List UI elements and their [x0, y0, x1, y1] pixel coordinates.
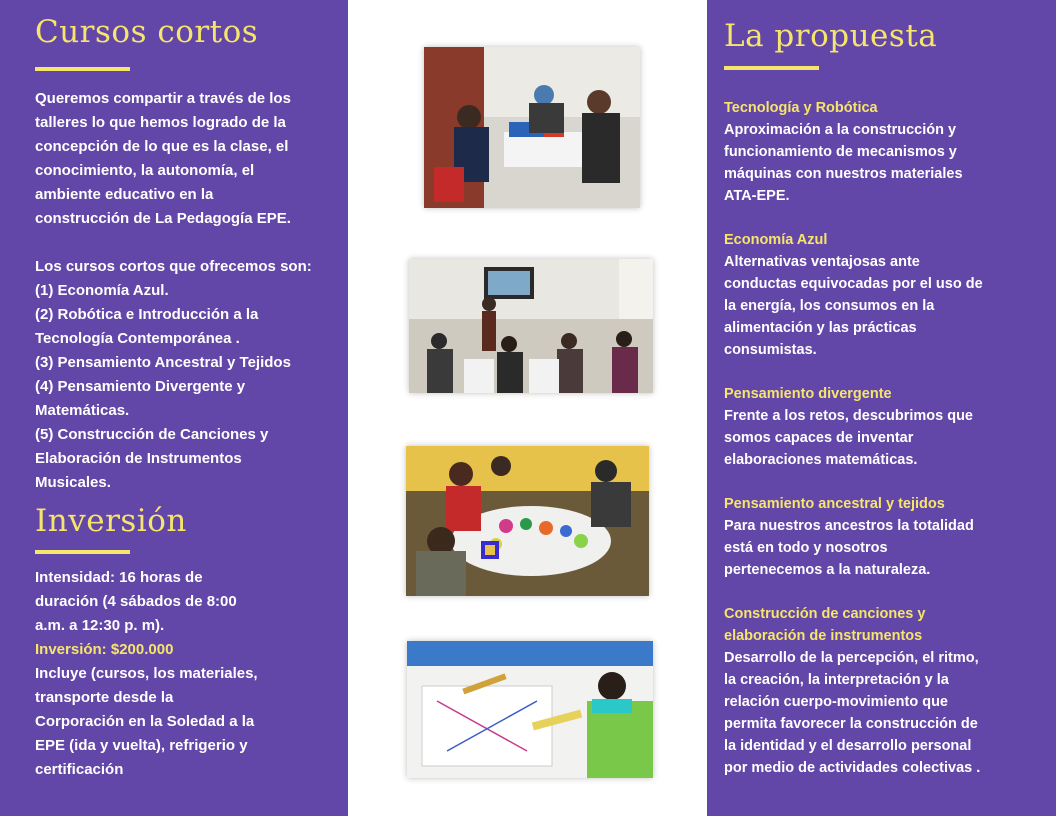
workshop-photo-weaving: [406, 446, 649, 596]
section-divergent-thinking: [724, 383, 986, 471]
section-ancestral-thinking: [724, 493, 986, 581]
section-blue-economy: [724, 229, 986, 361]
section-heading: Tecnología y Robótica: [724, 100, 878, 116]
courses-title-underline: [35, 67, 130, 71]
section-songs-instruments: [724, 603, 982, 779]
section-heading: Pensamiento ancestral y tejidos: [724, 496, 945, 512]
investment-title-underline: [35, 550, 130, 554]
proposal-title: La propuesta: [724, 18, 938, 54]
investment-title: Inversión: [35, 503, 187, 539]
price-text: Inversión: $200.000: [35, 641, 174, 658]
section-body: Frente a los retos, descubrimos que somos capaces de inventar elaboraciones matemáticas.: [724, 408, 973, 468]
section-heading: Pensamiento divergente: [724, 386, 892, 402]
courses-title: Cursos cortos: [35, 14, 259, 50]
workshop-photo-mathematics: [407, 641, 653, 778]
includes-text: Incluye (cursos, los materiales, transporte desde la Corporación en la Soledad a la EPE (ida y vuelta), refrigerio y certificación: [35, 665, 258, 778]
courses-intro: Queremos compartir a través de los talleres lo que hemos logrado de la concepción de lo que es la clase, el conocimiento, la autonomía, el ambiente educativo en la construcción de La Pedagogía EPE.: [35, 90, 291, 227]
section-robotics: [724, 97, 986, 207]
workshop-photo-presentation: [409, 259, 653, 393]
section-heading: Construcción de canciones y elaboración de instrumentos: [724, 606, 926, 644]
section-body: Desarrollo de la percepción, el ritmo, la creación, la interpretación y la relación cuerpo-movimiento que permita favorecer la construcción de la identidad y el desarrollo personal por medio de actividades colectivas .: [724, 650, 981, 776]
proposal-title-underline: [724, 66, 819, 70]
workshop-photo-robotics: [424, 47, 640, 208]
duration-text: Intensidad: 16 horas de duración (4 sábados de 8:00 a.m. a 12:30 p. m).: [35, 569, 237, 634]
section-body: Aproximación a la construcción y funcionamiento de mecanismos y máquinas con nuestros materiales ATA-EPE.: [724, 122, 963, 204]
section-body: Para nuestros ancestros la totalidad está en todo y nosotros pertenecemos a la naturaleza.: [724, 518, 974, 578]
section-heading: Economía Azul: [724, 232, 828, 248]
courses-list: Los cursos cortos que ofrecemos son: (1) Economía Azul. (2) Robótica e Introducción a la Tecnología Contemporánea . (3) Pensamiento Ancestral y Tejidos (4) Pensamiento Divergente y Matemáticas. (5) Construcción de Canciones y Elaboración de Instrumentos Musicales.: [35, 258, 312, 491]
section-body: Alternativas ventajosas ante conductas equivocadas por el uso de la energía, los consumos en la alimentación y las prácticas consumistas.: [724, 254, 983, 358]
